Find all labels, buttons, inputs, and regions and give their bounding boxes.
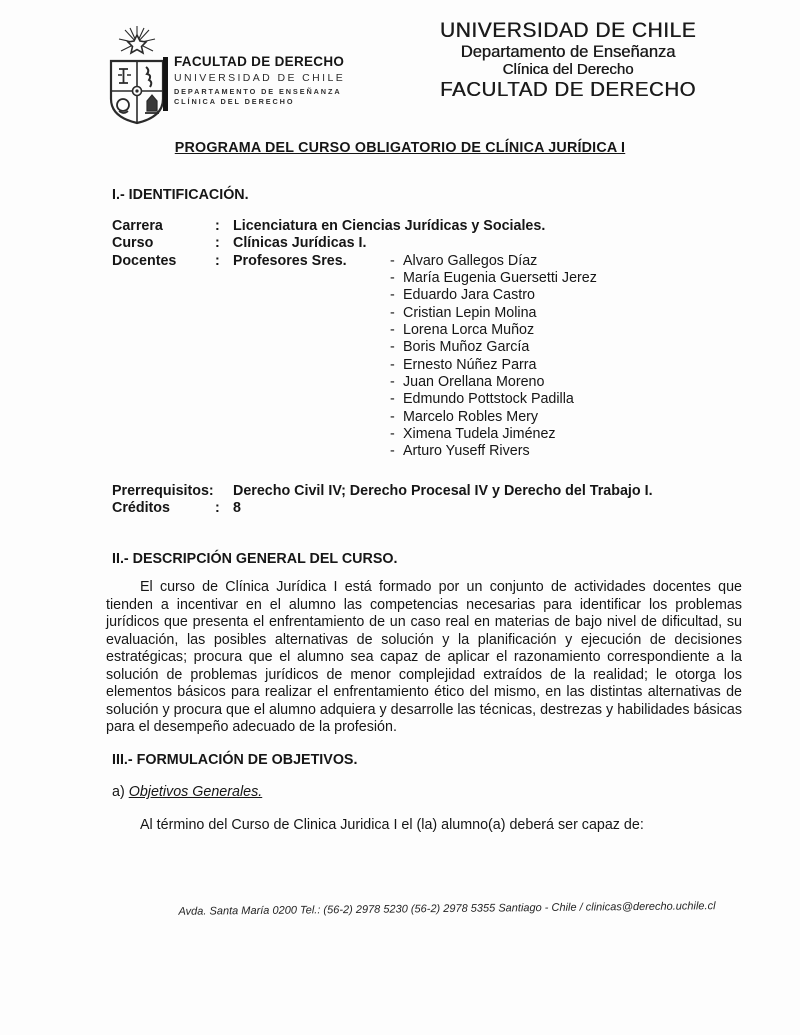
professor-item (390, 374, 742, 391)
professor-item (390, 287, 742, 304)
professor-item (390, 426, 742, 443)
professor-item (390, 357, 742, 374)
professor-name: Marcelo Robles Mery (403, 408, 539, 425)
professor-name: Arturo Yuseff Rivers (403, 443, 530, 460)
professor-name: Alvaro Gallegos Díaz (403, 252, 538, 269)
professor-item (390, 443, 742, 460)
section-heading-descripcion: II.- DESCRIPCIÓN GENERAL DEL CURSO. (112, 550, 398, 567)
list-dash-marker: - (390, 391, 395, 408)
row-value: Derecho Civil IV; Derecho Procesal IV y Derecho del Trabajo I. (233, 482, 653, 499)
professor-item (390, 322, 742, 339)
professor-item (390, 270, 742, 287)
row-value: Profesores Sres. (233, 252, 347, 269)
table-row-prerrequisitos (112, 483, 742, 500)
brand-department-name: DEPARTAMENTO DE ENSEÑANZA (174, 87, 342, 96)
brand-university-name: UNIVERSIDAD DE CHILE (174, 71, 346, 84)
row-label: Créditos (112, 500, 170, 517)
professor-name: Boris Muñoz García (403, 339, 530, 356)
professor-item (390, 253, 742, 270)
document-title: PROGRAMA DEL CURSO OBLIGATORIO DE CLÍNICA JURÍDICA I (174, 140, 626, 156)
professor-name: Ernesto Núñez Parra (403, 356, 537, 373)
professor-name: Eduardo Jara Castro (403, 287, 535, 304)
professor-name: Cristian Lepin Molina (403, 304, 537, 321)
row-separator: : (215, 252, 220, 269)
list-dash-marker: - (390, 269, 395, 286)
list-dash-marker: - (390, 443, 395, 460)
list-dash-marker: - (390, 356, 395, 373)
brand-faculty-name: FACULTAD DE DERECHO (174, 54, 345, 69)
professors-list (390, 253, 742, 461)
list-dash-marker: - (390, 252, 395, 269)
professor-name: Lorena Lorca Muñoz (403, 322, 535, 338)
row-separator: : (215, 500, 220, 517)
section-heading-objetivos: III.- FORMULACIÓN DE OBJETIVOS. (112, 751, 358, 768)
course-description-paragraph: El curso de Clínica Jurídica I está formado por un conjunto de actividades docentes que tienden a incentivar en el alumno las competencias necesarias para identificar los problemas jurídicos que presenta el enfrentamiento de un caso real en materias de bajo nivel de dificultad, su evaluación, las posibles alternativas de solución y la planificación y ejecución de decisiones estratégicas; procura que el alumno sea capaz de aplicar el razonamiento correspondiente a la solución de problemas jurídicos de menor complejidad extraídos de la realidad; le otorga los elementos básicos para realizar el enfrentamiento ético del mismo, en las distintas alternativas de solución y procura que el alumno adquiera y desarrolle las técnicas, destrezas y habilidades básicas para el desempeño adecuado de la profesión. (106, 578, 742, 736)
row-label: Carrera (112, 217, 163, 234)
row-label: Curso (112, 235, 154, 252)
professor-name: Edmundo Pottstock Padilla (403, 391, 574, 408)
table-row-docentes (112, 253, 742, 461)
professor-item (390, 391, 742, 408)
professor-item (390, 339, 742, 356)
objectives-intro-line: Al término del Curso de Clinica Juridica I el (la) alumno(a) deberá ser capaz de: (140, 816, 644, 833)
objectives-subheading (112, 784, 742, 801)
row-separator: : (215, 217, 220, 234)
table-row-curso (112, 235, 742, 252)
list-dash-marker: - (390, 408, 395, 425)
stamp-university-name: UNIVERSIDAD DE CHILE (439, 19, 697, 42)
identification-table (112, 218, 742, 461)
list-dash-marker: - (390, 374, 395, 391)
stamp-clinic-name: Clínica del Derecho (502, 60, 634, 78)
table-row-creditos (112, 500, 742, 517)
professor-name: Juan Orellana Moreno (403, 374, 545, 391)
prerequisites-table (112, 483, 742, 518)
row-separator: : (215, 235, 220, 252)
list-dash-marker: - (390, 322, 395, 338)
footer-contact-line: Avda. Santa María 0200 Tel.: (56-2) 2978 5230 (56-2) 2978 5355 Santiago - Chile / clinicas@derecho.uchile.cl (178, 900, 716, 918)
row-label: Docentes (112, 252, 177, 269)
row-value: Clínicas Jurídicas I. (233, 235, 367, 252)
professor-name: María Eugenia Guersetti Jerez (403, 269, 597, 286)
row-value: 8 (233, 500, 241, 517)
row-label: Prerrequisitos: (112, 482, 214, 499)
list-dash-marker: - (390, 304, 395, 321)
brand-clinic-name: CLÍNICA DEL DERECHO (174, 97, 295, 107)
professor-item (390, 305, 742, 322)
document-body (106, 0, 742, 834)
list-dash-marker: - (390, 426, 395, 443)
table-row-carrera (112, 218, 742, 235)
section-heading-identificacion: I.- IDENTIFICACIÓN. (112, 187, 249, 204)
stamp-department-name: Departamento de Enseñanza (460, 42, 676, 61)
row-value: Licenciatura en Ciencias Jurídicas y Sociales. (233, 217, 546, 234)
stamp-faculty-name: FACULTAD DE DERECHO (440, 77, 696, 101)
professor-name: Ximena Tudela Jiménez (403, 426, 556, 443)
subheading-prefix: a) (112, 784, 125, 801)
list-dash-marker: - (390, 339, 395, 356)
professor-item (390, 409, 742, 426)
subheading-label: Objetivos Generales. (128, 784, 263, 801)
list-dash-marker: - (390, 287, 395, 304)
